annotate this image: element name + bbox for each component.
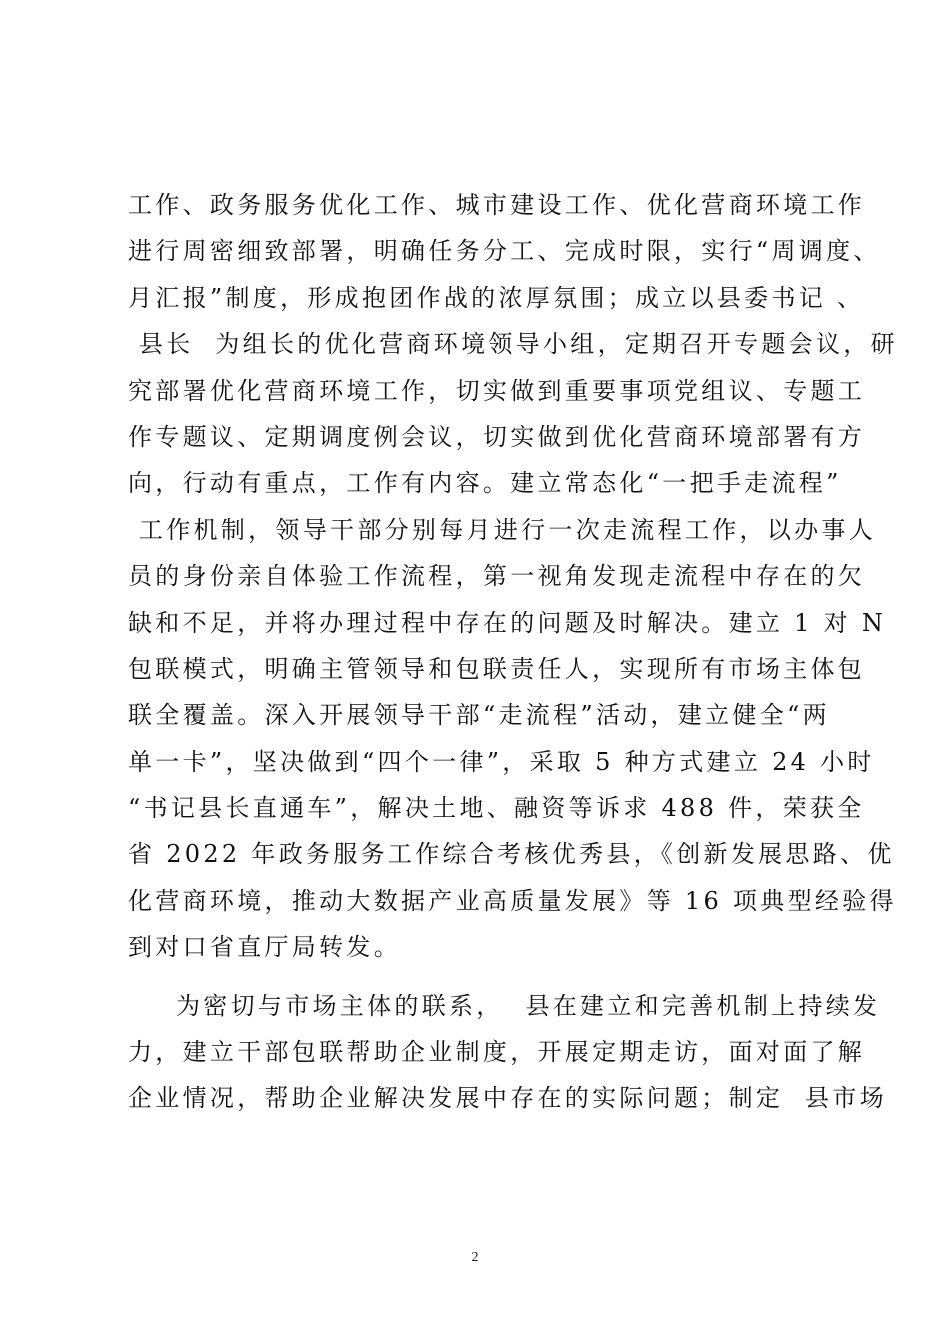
text-line: 缺和不足，并将办理过程中存在的问题及时解决。建立 1 对 N: [128, 608, 887, 637]
text-line: 县长 为组长的优化营商环境领导小组，定期召开专题会议，研: [128, 330, 898, 359]
text-line: 为密切与市场主体的联系， 县在建立和完善机制上持续发: [176, 991, 881, 1020]
text-line: 工作机制，领导干部分别每月进行一次走流程工作，以办事人: [128, 515, 877, 544]
text-line: 省 2022 年政务服务工作综合考核优秀县，《创新发展思路、优: [128, 840, 895, 869]
text-line: 进行周密细致部署，明确任务分工、完成时限，实行“周调度、: [128, 237, 881, 266]
text-line: 向，行动有重点，工作有内容。建立常态化“一把手走流程”: [128, 469, 842, 498]
text-line: 力，建立干部包联帮助企业制度，开展定期走访，面对面了解: [128, 1038, 866, 1067]
text-line: 工作、政务服务优化工作、城市建设工作、优化营商环境工作: [128, 191, 866, 219]
text-line: 月汇报”制度，形成抱团作战的浓厚氛围；成立以县委书记 、: [128, 283, 865, 312]
paragraph-1: [128, 182, 898, 971]
text-line: 单一卡”，坚决做到“四个一律”，采取 5 种方式建立 24 小时: [128, 747, 875, 776]
page-number: 2: [471, 1250, 479, 1265]
text-line: “书记县长直通车”，解决土地、融资等诉求 488 件，荣获全: [128, 794, 865, 823]
text-line: 到对口省直厅局转发。: [128, 933, 401, 962]
text-line: 究部署优化营商环境工作，切实做到重要事项党组议、专题工: [128, 376, 866, 405]
paragraph-2: [128, 983, 887, 1122]
text-line: 企业情况，帮助企业解决发展中存在的实际问题；制定 县市场: [128, 1084, 887, 1113]
paragraph-spacer: [128, 971, 840, 983]
text-line: 员的身份亲自体验工作流程，第一视角发现走流程中存在的欠: [128, 562, 866, 591]
text-line: 作专题议、定期调度例会议，切实做到优化营商环境部署有方: [128, 422, 866, 451]
text-line: 联全覆盖。深入开展领导干部“走流程”活动，建立健全“两: [128, 701, 830, 730]
text-line: 包联模式，明确主管领导和包联责任人，实现所有市场主体包: [128, 654, 866, 683]
body-text: [128, 182, 898, 1122]
text-line: 化营商环境，推动大数据产业高质量发展》等 16 项典型经验得: [128, 886, 897, 915]
